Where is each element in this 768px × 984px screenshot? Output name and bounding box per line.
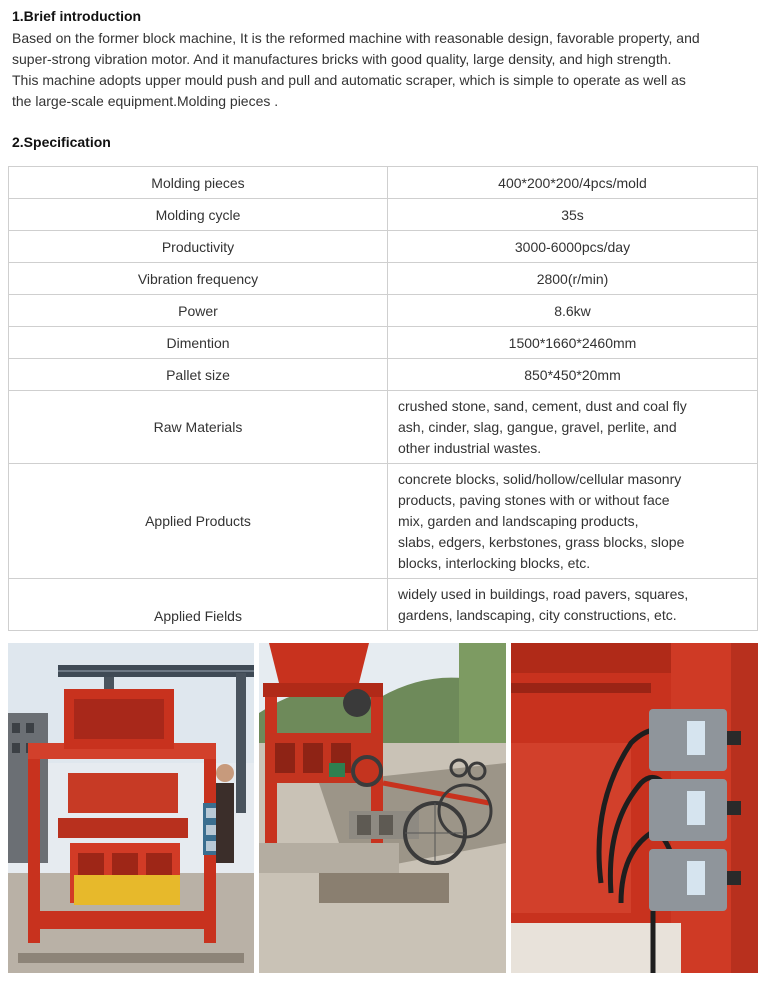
spec-value-line: 3000-6000pcs/day <box>514 238 631 255</box>
spec-label: Applied Products <box>9 464 388 579</box>
spec-row <box>9 167 758 199</box>
spec-row <box>9 199 758 231</box>
spec-row <box>9 359 758 391</box>
spec-row <box>9 231 758 263</box>
spec-value-line: 2800(r/min) <box>536 270 609 287</box>
spec-value <box>388 295 758 327</box>
spec-value-line: widely used in buildings, road pavers, squares, <box>398 586 689 602</box>
spec-label: Applied Fields <box>9 579 388 631</box>
spec-table <box>8 166 758 631</box>
spec-value-line: 35s <box>561 206 584 223</box>
machine-side-photo <box>259 643 506 973</box>
spec-value-line: gardens, landscaping, city constructions, etc. <box>398 607 677 623</box>
spec-value-line: products, paving stones with or without face <box>398 492 670 508</box>
spec-value-line: 400*200*200/4pcs/mold <box>498 174 647 191</box>
spec-value-line: 850*450*20mm <box>524 366 621 383</box>
spec-row <box>9 295 758 327</box>
spec-value <box>388 199 758 231</box>
spec-row <box>9 464 758 579</box>
intro-heading: 1.Brief introduction <box>12 8 142 24</box>
intro-line: the large-scale equipment.Molding pieces . <box>12 93 279 109</box>
spec-label: Molding cycle <box>9 199 388 231</box>
machine-front-photo <box>8 643 254 973</box>
control-switch-image <box>511 643 758 973</box>
spec-value-line: slabs, edgers, kerbstones, grass blocks, slope <box>398 534 685 550</box>
spec-label: Productivity <box>9 231 388 263</box>
intro-line: super-strong vibration motor. And it manufactures bricks with good quality, large density, and high strength. <box>12 51 672 67</box>
spec-label: Vibration frequency <box>9 263 388 295</box>
spec-label: Dimention <box>9 327 388 359</box>
intro-line: Based on the former block machine, It is the reformed machine with reasonable design, favorable property, and <box>12 30 700 46</box>
control-switch-photo <box>511 643 758 973</box>
spec-label: Pallet size <box>9 359 388 391</box>
spec-value <box>388 464 758 579</box>
spec-value <box>388 231 758 263</box>
spec-value-line: concrete blocks, solid/hollow/cellular masonry <box>398 471 682 487</box>
spec-value-line: 8.6kw <box>554 302 591 319</box>
spec-value <box>388 359 758 391</box>
intro-line: This machine adopts upper mould push and pull and automatic scraper, which is simple to operate as well as <box>12 72 686 88</box>
spec-value-line: 1500*1660*2460mm <box>508 334 637 351</box>
spec-value <box>388 391 758 464</box>
machine-side-image <box>259 643 506 973</box>
spec-row <box>9 327 758 359</box>
spec-value <box>388 167 758 199</box>
spec-value <box>388 579 758 631</box>
spec-value <box>388 327 758 359</box>
spec-label: Molding pieces <box>9 167 388 199</box>
spec-value-line: mix, garden and landscaping products, <box>398 513 639 529</box>
spec-label: Power <box>9 295 388 327</box>
spec-value <box>388 263 758 295</box>
machine-front-image <box>8 643 254 973</box>
spec-value-line: crushed stone, sand, cement, dust and coal fly <box>398 398 687 414</box>
spec-value-line: other industrial wastes. <box>398 440 542 456</box>
spec-value-line: ash, cinder, slag, gangue, gravel, perlite, and <box>398 419 677 435</box>
machine-photo-gallery <box>8 643 758 973</box>
spec-label: Raw Materials <box>9 391 388 464</box>
spec-heading: 2.Specification <box>12 134 111 150</box>
spec-value-line: blocks, interlocking blocks, etc. <box>398 555 591 571</box>
spec-row <box>9 391 758 464</box>
spec-row <box>9 263 758 295</box>
spec-row <box>9 579 758 631</box>
intro-paragraph <box>12 28 756 112</box>
